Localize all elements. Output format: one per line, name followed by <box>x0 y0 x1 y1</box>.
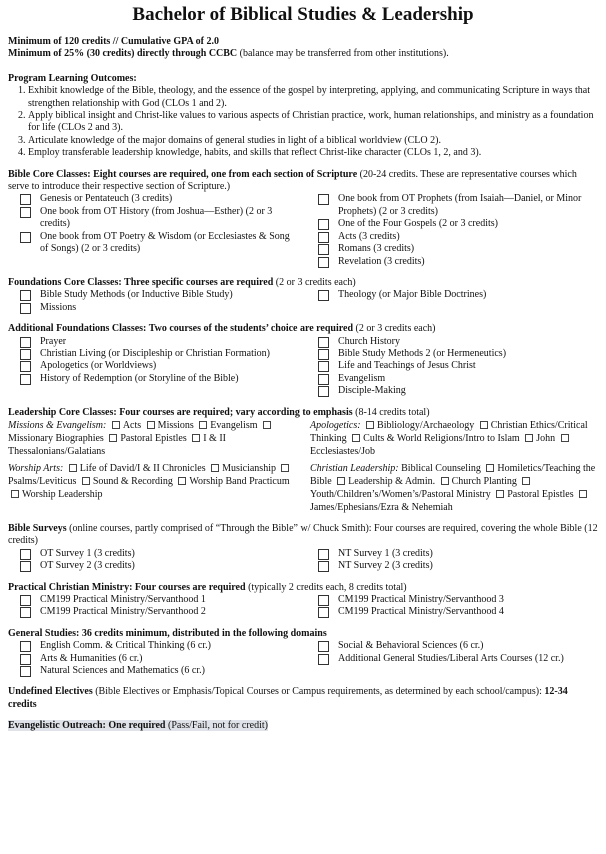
checkbox[interactable] <box>20 290 31 301</box>
checklist-item[interactable]: One book from OT Prophets (from Isaiah—Daniel, or Minor Prophets) (2 or 3 credits) <box>318 193 598 218</box>
outcome-item: 4. Employ transferable leadership knowledge, habits, and skills that reflect Christ-like character (CLOs 1, 2, and 3). <box>28 147 598 159</box>
checkbox[interactable] <box>20 303 31 314</box>
outcomes-list <box>8 85 598 159</box>
practical-ministry-right <box>300 594 598 619</box>
checklist-item[interactable]: Arts & Humanities (6 cr.) <box>20 653 300 665</box>
checklist-item[interactable]: English Comm. & Critical Thinking (6 cr.) <box>20 640 300 652</box>
bible-core-heading: Bible Core Classes: Eight courses are required, one from each section of Scripture (20-24 credits. These are representative courses which serve to introduce their respective section of Scripture.) <box>8 168 577 193</box>
checkbox[interactable] <box>20 349 31 360</box>
checklist-item[interactable]: Evangelism <box>318 373 598 385</box>
checkbox[interactable] <box>192 434 200 442</box>
checklist-item[interactable]: One book from OT Poetry & Wisdom (or Ecclesiastes & Song of Songs) (2 or 3 credits) <box>20 231 300 256</box>
checkbox[interactable] <box>318 549 329 560</box>
checkbox[interactable] <box>20 549 31 560</box>
checkbox[interactable] <box>20 361 31 372</box>
checklist-item[interactable]: Prayer <box>20 336 300 348</box>
checkbox[interactable] <box>20 194 31 205</box>
checkbox[interactable] <box>318 641 329 652</box>
outcomes-section <box>8 73 598 160</box>
checkbox[interactable] <box>352 434 360 442</box>
checkbox[interactable] <box>366 421 374 429</box>
leadership-emphasis: Christian Leadership: Biblical Counseling Homiletics/Teaching the Bible Leadership & Admin. Church Planting Youth/Children’s/Women’s/Pastoral Ministry Pastoral Epistles James/Ephesians/Ezra & Nehemiah <box>310 462 596 513</box>
checklist-item[interactable]: Revelation (3 credits) <box>318 256 598 268</box>
checkbox[interactable] <box>525 434 533 442</box>
outcome-item: 2. Apply biblical insight and Christ-like values to various aspects of Christian practice, work, human relationships, and ministry as a foundation for life (CLOs 2 and 3). <box>28 110 598 135</box>
checkbox[interactable] <box>318 194 329 205</box>
ccbc-requirement: Minimum of 25% (30 credits) directly through CCBC (balance may be transferred from other institutions). <box>8 48 449 60</box>
additional-foundations-section <box>8 323 598 397</box>
checkbox[interactable] <box>318 361 329 372</box>
checkbox[interactable] <box>318 290 329 301</box>
checkbox[interactable] <box>337 477 345 485</box>
checklist-item[interactable]: One of the Four Gospels (2 or 3 credits) <box>318 218 598 230</box>
general-studies-right <box>300 640 598 677</box>
outreach-section <box>8 720 598 732</box>
checkbox[interactable] <box>318 337 329 348</box>
checkbox[interactable] <box>112 421 120 429</box>
checkbox[interactable] <box>147 421 155 429</box>
checklist-item[interactable]: One book from OT History (from Joshua—Esther) (2 or 3 credits) <box>20 206 300 231</box>
checklist-item[interactable]: OT Survey 1 (3 credits) <box>20 548 300 560</box>
additional-foundations-left <box>8 336 300 398</box>
outcome-item: 1. Exhibit knowledge of the Bible, theology, and the essence of the gospel by interpreting, applying, and communicating Scripture in ways that strengthen relationship with God (CLOs 1 and 2). <box>28 85 598 110</box>
checklist-item[interactable]: Natural Sciences and Mathematics (6 cr.) <box>20 665 300 677</box>
checklist-item[interactable]: OT Survey 2 (3 credits) <box>20 560 300 572</box>
checkbox[interactable] <box>20 666 31 677</box>
checklist-item[interactable]: NT Survey 2 (3 credits) <box>318 560 598 572</box>
bible-surveys-right <box>300 548 598 573</box>
checklist-item[interactable]: Romans (3 credits) <box>318 243 598 255</box>
additional-foundations-heading: Additional Foundations Classes: Two courses of the students’ choice are required (2 or 3 credits each) <box>8 323 436 335</box>
checkbox[interactable] <box>20 654 31 665</box>
checklist-item[interactable]: NT Survey 1 (3 credits) <box>318 548 598 560</box>
checkbox[interactable] <box>20 337 31 348</box>
checkbox[interactable] <box>441 477 449 485</box>
checkbox[interactable] <box>20 607 31 618</box>
checklist-item[interactable]: Acts (3 credits) <box>318 231 598 243</box>
foundations-core-left <box>8 289 300 314</box>
bible-core-section <box>8 169 598 268</box>
bible-surveys-heading: Bible Surveys (online courses, partly comprised of “Through the Bible” w/ Chuck Smith): Four courses are required, covering the whole Bible (12 credits) <box>8 522 598 547</box>
checkbox[interactable] <box>178 477 186 485</box>
checklist-item[interactable]: Apologetics (or Worldviews) <box>20 360 300 372</box>
checkbox[interactable] <box>20 595 31 606</box>
checkbox[interactable] <box>318 232 329 243</box>
checkbox[interactable] <box>82 477 90 485</box>
bible-surveys-left <box>8 548 300 573</box>
checkbox[interactable] <box>199 421 207 429</box>
checkbox[interactable] <box>109 434 117 442</box>
credit-requirement: Minimum of 120 credits // Cumulative GPA of 2.0 <box>8 36 220 47</box>
checklist-item[interactable]: Christian Living (or Discipleship or Christian Formation) <box>20 348 300 360</box>
missions-emphasis: Missions & Evangelism: Acts Missions Evangelism Missionary Biographies Pastoral Epistles I & II Thessalonians/Galatians <box>8 419 304 458</box>
practical-ministry-section <box>8 582 598 619</box>
leadership-core-section <box>8 407 598 514</box>
checkbox[interactable] <box>318 595 329 606</box>
checkbox[interactable] <box>20 641 31 652</box>
checkbox[interactable] <box>69 464 77 472</box>
additional-foundations-right <box>300 336 598 398</box>
page-title: Bachelor of Biblical Studies & Leadership <box>132 4 474 25</box>
electives-section: Undefined Electives (Bible Electives or Emphasis/Topical Courses or Campus requirements, as determined by each school/campus): 12-34 credits <box>8 686 568 710</box>
checkbox[interactable] <box>486 464 494 472</box>
apologetics-emphasis: Apologetics: Bibliology/Archaeology Christian Ethics/Critical Thinking Cults & World Religions/Intro to Islam John Ecclesiastes/Job <box>310 419 588 457</box>
checkbox[interactable] <box>263 421 271 429</box>
worship-emphasis: Worship Arts: Life of David/I & II Chronicles Musicianship Psalms/Leviticus Sound & Recording Worship Band Practicum Worship Leadership <box>8 462 290 500</box>
checkbox[interactable] <box>318 349 329 360</box>
checklist-item[interactable]: Bible Study Methods 2 (or Hermeneutics) <box>318 348 598 360</box>
checklist-item[interactable]: CM199 Practical Ministry/Servanthood 3 <box>318 594 598 606</box>
checklist-item[interactable]: Bible Study Methods (or Inductive Bible Study) <box>20 289 300 301</box>
outcome-item: 3. Articulate knowledge of the major domains of general studies in light of a biblical worldview (CLO 2). <box>28 135 598 147</box>
checklist-item[interactable]: CM199 Practical Ministry/Servanthood 1 <box>20 594 300 606</box>
bible-core-left <box>8 193 300 267</box>
bible-surveys-section <box>8 523 598 573</box>
checkbox[interactable] <box>20 561 31 572</box>
checkbox[interactable] <box>579 490 587 498</box>
general-studies-section <box>8 628 598 678</box>
checklist-item[interactable]: Missions <box>20 302 300 314</box>
document-page <box>8 4 598 733</box>
checkbox[interactable] <box>496 490 504 498</box>
requirements <box>8 36 598 61</box>
checklist-item[interactable]: Disciple-Making <box>318 385 598 397</box>
checkbox[interactable] <box>11 490 19 498</box>
general-studies-heading: General Studies: 36 credits minimum, distributed in the following domains <box>8 627 327 639</box>
leadership-core-heading: Leadership Core Classes: Four courses are required; vary according to emphasis (8-14 credits total) <box>8 406 430 418</box>
general-studies-left <box>8 640 300 677</box>
foundations-core-heading: Foundations Core Classes: Three specific courses are required (2 or 3 credits each) <box>8 276 356 288</box>
checklist-item[interactable]: CM199 Practical Ministry/Servanthood 2 <box>20 606 300 618</box>
outcomes-heading: Program Learning Outcomes: <box>8 72 137 84</box>
checkbox[interactable] <box>318 386 329 397</box>
checkbox[interactable] <box>20 374 31 385</box>
checklist-item[interactable]: Additional General Studies/Liberal Arts Courses (12 cr.) <box>318 653 598 665</box>
checkbox[interactable] <box>561 434 569 442</box>
checklist-item[interactable]: History of Redemption (or Storyline of the Bible) <box>20 373 300 385</box>
foundations-core-section <box>8 277 598 314</box>
checkbox[interactable] <box>20 207 31 218</box>
checkbox[interactable] <box>318 654 329 665</box>
checklist-item[interactable]: Church History <box>318 336 598 348</box>
checklist-item[interactable]: Social & Behavioral Sciences (6 cr.) <box>318 640 598 652</box>
foundations-core-right <box>300 289 598 314</box>
checkbox[interactable] <box>522 477 530 485</box>
checkbox[interactable] <box>211 464 219 472</box>
checkbox[interactable] <box>318 374 329 385</box>
checkbox[interactable] <box>318 219 329 230</box>
practical-ministry-left <box>8 594 300 619</box>
checkbox[interactable] <box>20 232 31 243</box>
checklist-item[interactable]: Life and Teachings of Jesus Christ <box>318 360 598 372</box>
checkbox[interactable] <box>318 607 329 618</box>
checkbox[interactable] <box>318 257 329 268</box>
checkbox[interactable] <box>281 464 289 472</box>
outreach-highlight: Evangelistic Outreach: One required (Pass/Fail, not for credit) <box>8 720 268 732</box>
checkbox[interactable] <box>480 421 488 429</box>
checklist-item[interactable]: CM199 Practical Ministry/Servanthood 4 <box>318 606 598 618</box>
checklist-item[interactable]: Theology (or Major Bible Doctrines) <box>318 289 598 301</box>
checkbox[interactable] <box>318 561 329 572</box>
checklist-item[interactable]: Genesis or Pentateuch (3 credits) <box>20 193 300 205</box>
bible-core-right <box>300 193 598 267</box>
checkbox[interactable] <box>318 244 329 255</box>
practical-ministry-heading: Practical Christian Ministry: Four courses are required (typically 2 credits each, 8 credits total) <box>8 581 407 593</box>
